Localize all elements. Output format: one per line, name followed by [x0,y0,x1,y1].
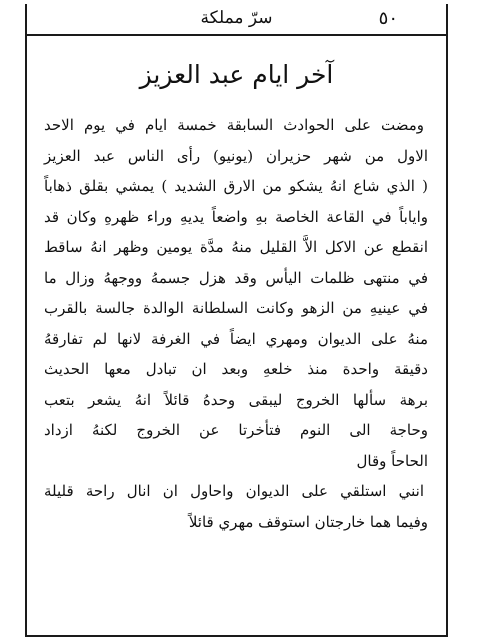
text-line: في عينيهِ من الزهو وكانت السلطانة الوالدة جالسة بالقرب [44,299,428,317]
text-line: وفيما هما خارجتان استوقف مهري قائلاً [188,512,428,531]
page-number: ٥٠ [378,8,398,29]
text-line: برهة سألها الخروج ليبقى وحدهُ قائلاً انهُ يشعر بتعب [44,390,428,409]
running-title: سرّ مملكة [200,8,273,28]
page-header [25,4,448,36]
text-line: الاول من شهر حزيران (يونيو) رأى الناس عبد العزيز [44,146,428,165]
text-line: انقطع عن الاكل الاَّ القليل منهُ مدَّة يومين وظهر انهُ ساقط [44,238,428,256]
text-line: منهُ على الديوان ومهري ايضاً في الغرفة لانها لم تفارقهُ [44,329,428,348]
text-line: دقيقة واحدة منذ خلعهِ وبعد ان تبادل معها الحديث [44,360,428,378]
text-line: انني استلقي على الديوان واحاول ان انال راحة قليلة [44,482,424,500]
text-line: الحاحاً وقال [356,451,428,470]
chapter-title: آخر ايام عبد العزيز [139,60,334,89]
text-line: ( الذي شاع انهُ يشكو من الارق الشديد ) يمشي بقلق ذهاباً [44,177,428,195]
text-line: واياباً في القاعة الخاصة بهِ واضعاً يديهِ وراء ظهرهِ وكان قد [44,207,428,226]
text-line: في منتهى ظلمات اليأس وقد هزل جسمهُ ووجههُ وزال ما [44,268,428,287]
text-line: ومضت على الحوادث السابقة خمسة ايام في يوم الاحد [44,116,424,134]
body-text [44,110,428,537]
text-line: وحاجة الى النوم فتأخرتا عن الخروج لكنهُ ازداد [44,421,428,439]
